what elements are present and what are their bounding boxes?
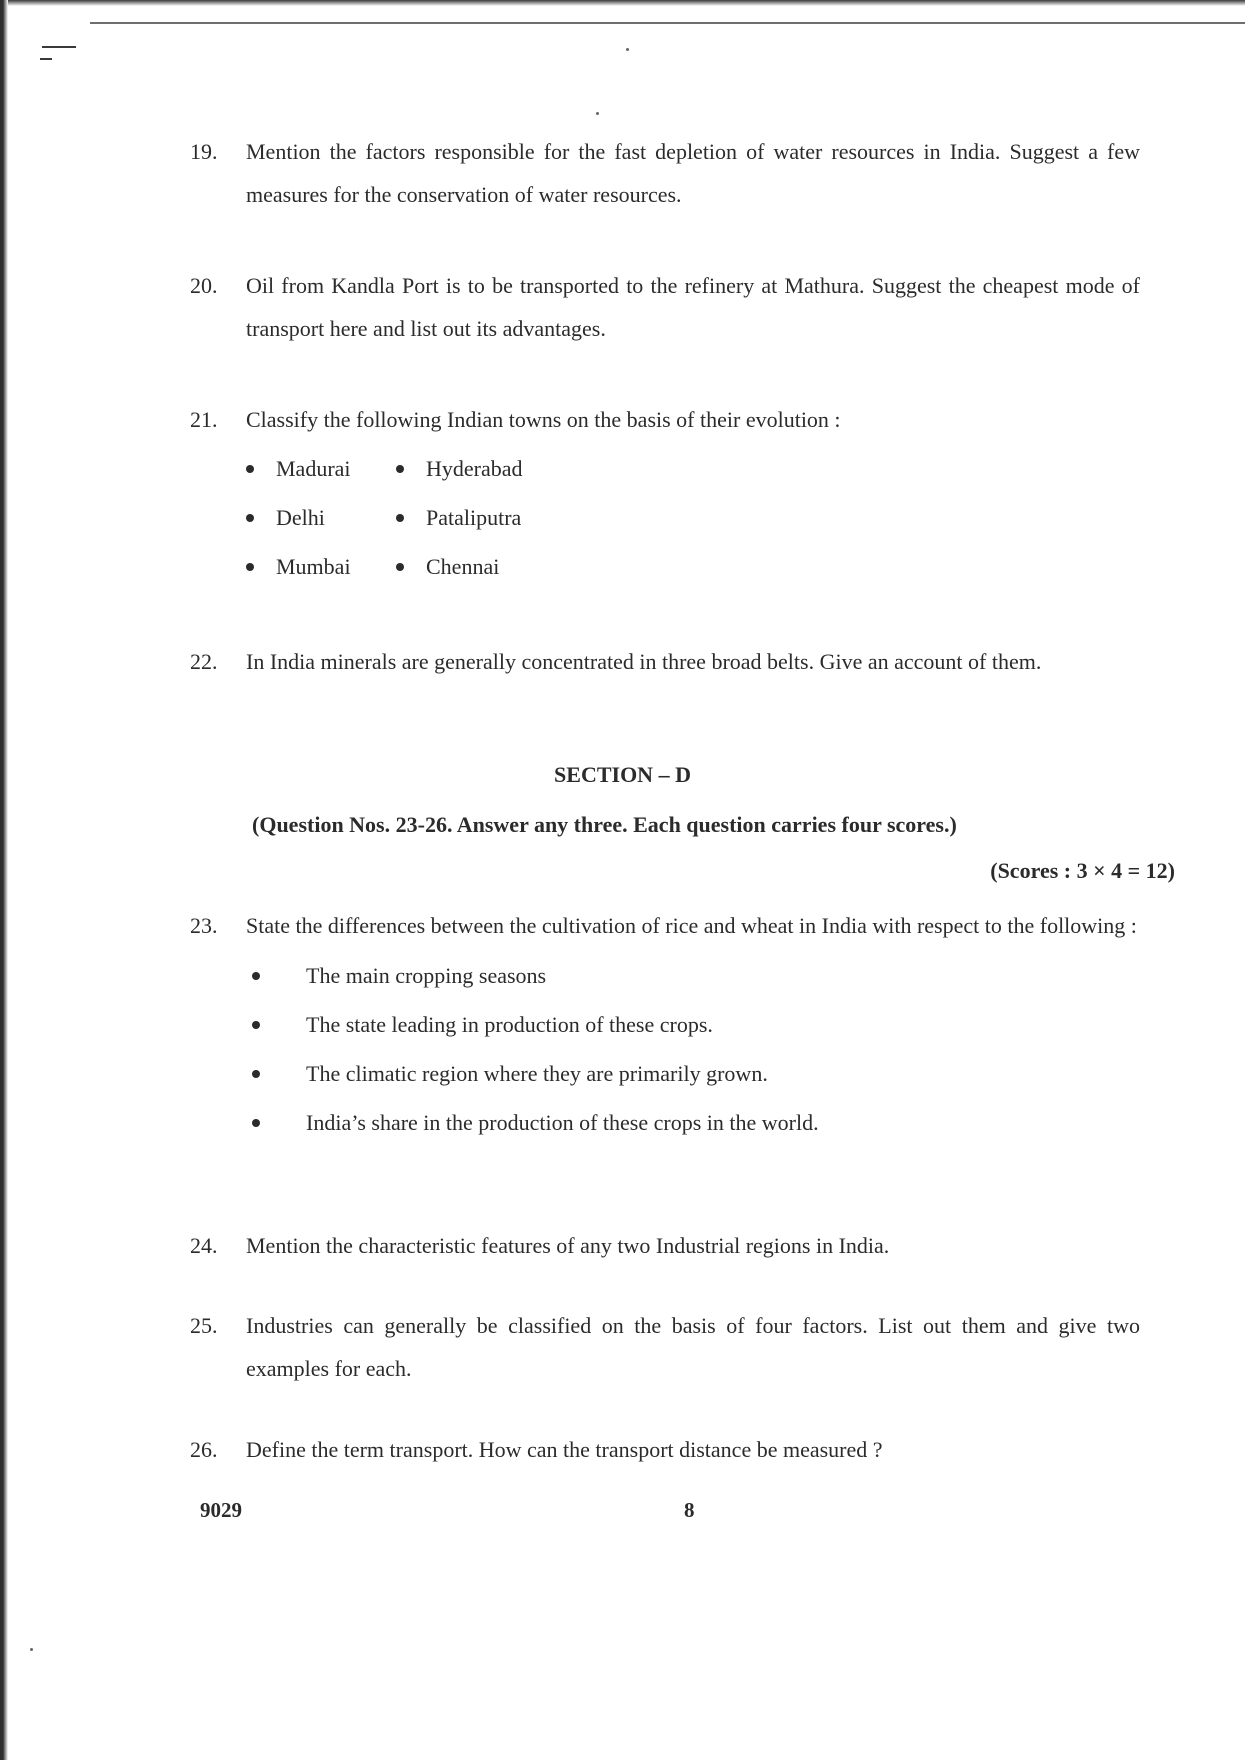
bullet-text: The main cropping seasons — [306, 963, 547, 988]
bullet-icon — [246, 465, 254, 473]
question-text: In India minerals are generally concentrated in three broad belts. Give an account of them. — [246, 649, 1042, 674]
town-name: Delhi — [276, 505, 325, 530]
town-name: Chennai — [426, 554, 500, 579]
question-number: 24. — [190, 1233, 218, 1258]
scan-edge-left — [0, 0, 8, 1760]
bullet-list — [252, 951, 1140, 1147]
list-item — [246, 496, 396, 539]
question-number: 26. — [190, 1437, 218, 1462]
question-26 — [190, 1428, 1140, 1471]
bullet-icon — [252, 1021, 260, 1029]
list-item — [246, 545, 396, 588]
bullet-icon — [252, 1119, 260, 1127]
scan-line-top — [90, 22, 1245, 24]
list-item — [252, 1098, 1140, 1147]
section-title: SECTION – D — [554, 762, 691, 787]
bullet-icon — [396, 563, 404, 571]
bullet-icon — [246, 514, 254, 522]
question-text: State the differences between the cultivation of rice and wheat in India with respect to the following : — [246, 913, 1137, 938]
list-item — [252, 951, 1140, 1000]
bullet-text: India’s share in the production of these crops in the world. — [306, 1110, 819, 1135]
question-24 — [190, 1224, 1140, 1267]
question-21 — [190, 398, 1140, 588]
list-item — [252, 1049, 1140, 1098]
question-text: Industries can generally be classified on the basis of four factors. List out them and give two examples for each. — [246, 1313, 1140, 1381]
bullet-text: The climatic region where they are primarily grown. — [306, 1061, 768, 1086]
question-22 — [190, 640, 1140, 683]
scan-speck — [626, 48, 629, 51]
list-item — [252, 1000, 1140, 1049]
question-text: Oil from Kandla Port is to be transported to the refinery at Mathura. Suggest the cheapest mode of transport here and list out its advantages. — [246, 273, 1140, 341]
list-item — [396, 496, 596, 539]
question-text: Mention the factors responsible for the fast depletion of water resources in India. Suggest a few measures for the conservation of water resources. — [246, 139, 1140, 207]
question-number: 25. — [190, 1313, 218, 1338]
list-item — [246, 447, 396, 490]
question-text: Define the term transport. How can the transport distance be measured ? — [246, 1437, 883, 1462]
list-item — [396, 545, 596, 588]
bullet-icon — [252, 972, 260, 980]
section-scores: (Scores : 3 × 4 = 12) — [990, 858, 1175, 883]
question-number: 19. — [190, 139, 218, 164]
bullet-icon — [246, 563, 254, 571]
town-name: Madurai — [276, 456, 351, 481]
question-number: 22. — [190, 649, 218, 674]
section-instructions: (Question Nos. 23-26. Answer any three. Each question carries four scores.) — [252, 812, 957, 837]
question-number: 20. — [190, 273, 218, 298]
page-number: 8 — [684, 1498, 695, 1522]
town-name: Hyderabad — [426, 456, 523, 481]
bullet-icon — [396, 465, 404, 473]
question-19 — [190, 130, 1140, 216]
bullet-text: The state leading in production of these crops. — [306, 1012, 713, 1037]
scan-speck — [596, 112, 599, 115]
question-text: Classify the following Indian towns on the basis of their evolution : — [246, 407, 841, 432]
paper-code: 9029 — [200, 1498, 242, 1522]
town-list — [246, 447, 1140, 588]
stray-mark — [40, 58, 52, 60]
question-number: 23. — [190, 913, 218, 938]
town-name: Pataliputra — [426, 505, 522, 530]
scan-edge-top — [0, 0, 1245, 6]
question-23 — [190, 904, 1140, 1147]
town-name: Mumbai — [276, 554, 351, 579]
question-text: Mention the characteristic features of any two Industrial regions in India. — [246, 1233, 890, 1258]
question-number: 21. — [190, 407, 218, 432]
stray-mark — [42, 46, 76, 48]
question-20 — [190, 264, 1140, 350]
scan-speck — [30, 1648, 33, 1651]
list-item — [396, 447, 596, 490]
bullet-icon — [396, 514, 404, 522]
question-25 — [190, 1304, 1140, 1390]
bullet-icon — [252, 1070, 260, 1078]
